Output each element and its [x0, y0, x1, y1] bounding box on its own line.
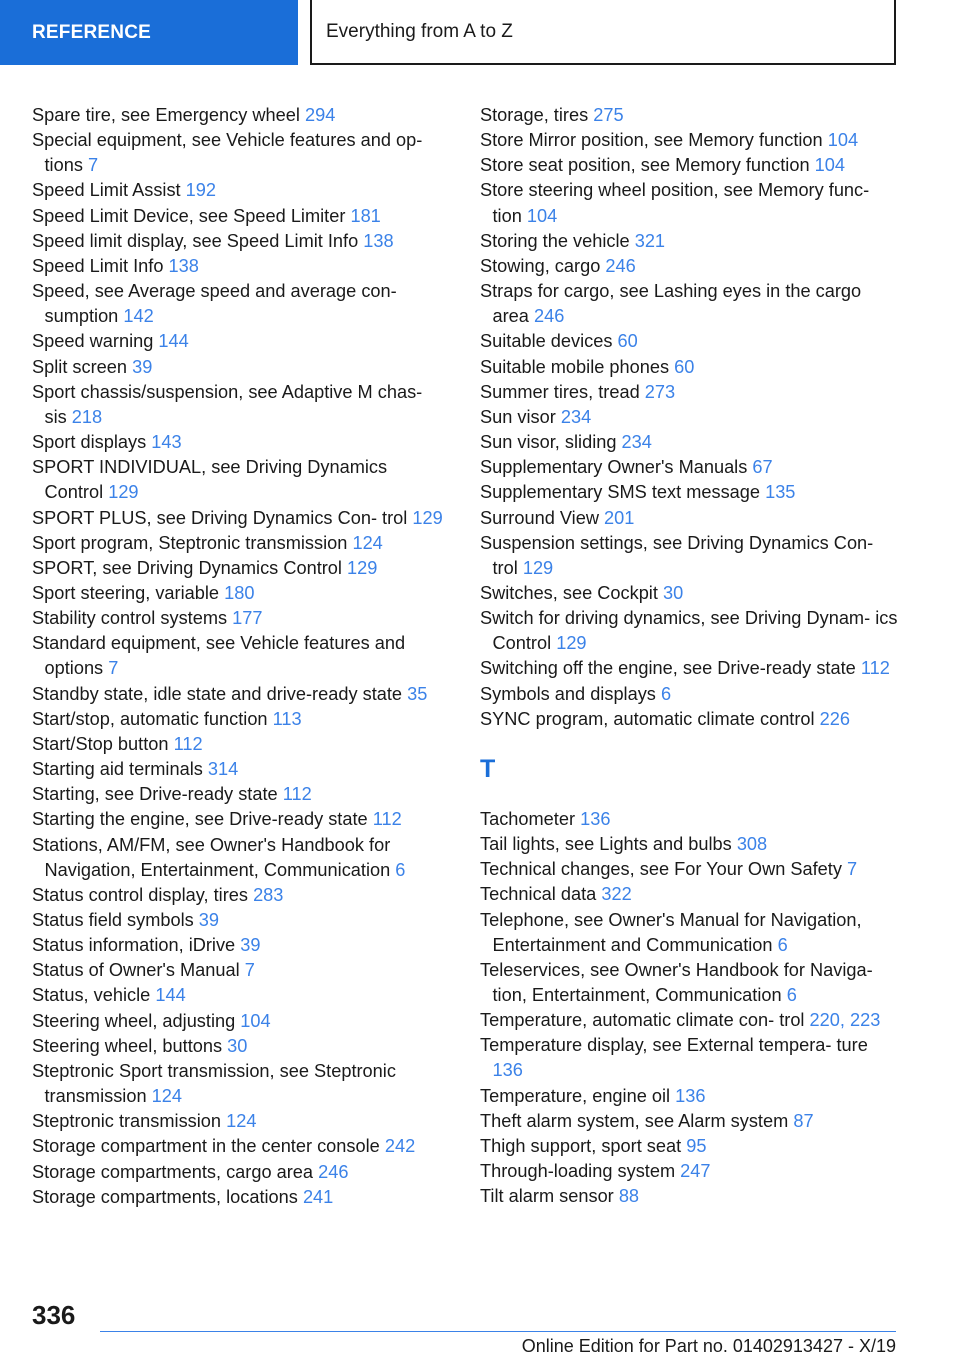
chapter-header [310, 0, 896, 65]
index-term: Sport displays [32, 432, 147, 453]
index-entry [32, 707, 444, 732]
page-reference-link[interactable]: 138 [168, 255, 199, 276]
index-term: SYNC program, automatic climate control [480, 708, 815, 729]
index-term: Steering wheel, adjusting [32, 1010, 236, 1031]
index-list-left [32, 103, 444, 1210]
page-reference-link[interactable]: 246 [318, 1161, 349, 1182]
page-reference-link[interactable]: 138 [363, 230, 394, 251]
page-reference-link[interactable]: 104 [526, 205, 558, 226]
index-entry [32, 682, 444, 707]
page-reference-link[interactable]: 142 [123, 306, 154, 327]
page-reference-link[interactable]: 112 [372, 809, 402, 830]
index-entry [32, 455, 444, 505]
index-term: Teleservices, see Owner's Handbook for Naviga- tion, Entertainment, Communication [480, 959, 873, 1005]
index-entry [32, 279, 444, 329]
page-reference-link[interactable]: 177 [232, 608, 263, 629]
index-term: Switch for driving dynamics, see Driving Dynam- ics Control [480, 608, 898, 654]
page-reference-link[interactable]: 322 [601, 884, 632, 905]
index-term: Storage, tires [480, 105, 589, 125]
page-reference-link[interactable]: 234 [560, 406, 592, 427]
index-term: Storage compartments, cargo area [32, 1161, 314, 1182]
index-entry [32, 1009, 444, 1034]
page-reference-link[interactable]: 95 [686, 1135, 707, 1156]
page-reference-link[interactable]: 6 [660, 683, 672, 704]
page-reference-link[interactable]: 6 [786, 985, 797, 1005]
page-reference-link[interactable]: 129 [347, 557, 378, 578]
index-entry [480, 506, 900, 531]
page-reference-link[interactable]: 60 [674, 356, 695, 377]
index-term: Speed warning [32, 331, 154, 352]
index-term: Speed Limit Info [32, 255, 164, 276]
page-reference-link[interactable]: 7 [244, 960, 255, 981]
page-reference-link[interactable]: 218 [71, 406, 103, 427]
page-reference-link[interactable]: 275 [593, 105, 624, 125]
index-entry [480, 480, 900, 505]
page-reference-link[interactable]: 129 [412, 507, 443, 528]
index-term: Temperature, engine oil [480, 1085, 671, 1106]
index-entry [480, 958, 900, 1008]
section-tab [0, 0, 298, 65]
index-entry [32, 983, 444, 1008]
page-reference-link[interactable]: 129 [522, 557, 554, 578]
index-term: Special equipment, see Vehicle features and op- tions [32, 130, 423, 176]
index-entry [480, 279, 900, 329]
page-reference-link[interactable]: 112 [860, 658, 890, 679]
index-term: Stations, AM/FM, see Owner's Handbook for Navigation, Entertainment, Communication [32, 834, 391, 880]
page-reference-link[interactable]: 201 [604, 507, 635, 528]
index-entry [32, 506, 444, 531]
index-term: Technical data [480, 884, 597, 905]
index-term: Tilt alarm sensor [480, 1186, 614, 1207]
page-separator: , [839, 1010, 851, 1031]
index-entry [480, 882, 900, 907]
index-term: Temperature display, see External tempera- ture [480, 1035, 868, 1056]
index-entry [480, 380, 900, 405]
page-number: 336 [32, 1300, 76, 1330]
index-entry [480, 405, 900, 430]
index-term: SPORT INDIVIDUAL, see Driving Dynamics Control [32, 457, 388, 503]
index-entry [480, 1184, 900, 1209]
page-reference-link[interactable]: 321 [634, 230, 666, 251]
page-reference-link[interactable]: 283 [253, 884, 284, 905]
footer-divider [100, 1331, 896, 1332]
index-term: Surround View [480, 507, 599, 528]
page-reference-link[interactable]: 6 [777, 934, 788, 955]
index-term: Temperature, automatic climate con- trol [480, 1010, 805, 1031]
index-entry [32, 178, 444, 203]
index-list-s-continued [480, 103, 900, 732]
index-entry [32, 229, 444, 254]
index-term: Storage compartment in the center console [32, 1136, 380, 1157]
index-term: Starting the engine, see Drive-ready state [32, 809, 368, 830]
page-reference-link[interactable]: 143 [151, 432, 182, 453]
page-reference-link[interactable]: 104 [240, 1010, 271, 1031]
page-reference-link[interactable]: 35 [407, 683, 428, 704]
index-term: Suitable mobile phones [480, 356, 670, 377]
index-term: Store seat position, see Memory function [480, 155, 810, 176]
index-term: Starting aid terminals [32, 759, 203, 780]
index-term: Switches, see Cockpit [480, 582, 658, 603]
page-reference-link[interactable]: 39 [240, 935, 261, 956]
page-reference-link[interactable]: 226 [819, 708, 850, 729]
index-entry [480, 656, 900, 681]
index-term: Sport steering, variable [32, 582, 220, 603]
index-entry [32, 254, 444, 279]
page-reference-link[interactable]: 113 [272, 708, 302, 729]
index-entry [32, 556, 444, 581]
index-term: Start/stop, automatic function [32, 708, 268, 729]
index-term: Symbols and displays [480, 683, 656, 704]
index-entry [32, 128, 444, 178]
page-reference-link[interactable]: 124 [226, 1111, 257, 1132]
index-entry [480, 229, 900, 254]
index-term: Telephone, see Owner's Manual for Navigation, Entertainment and Communication [480, 909, 862, 955]
index-entry [32, 782, 444, 807]
index-term: Store steering wheel position, see Memory func- tion [480, 180, 870, 226]
page-reference-link[interactable]: 144 [155, 985, 186, 1006]
index-entry [32, 807, 444, 832]
page-reference-link[interactable]: 246 [605, 255, 636, 276]
index-entry [32, 606, 444, 631]
page-reference-link[interactable]: 181 [350, 205, 381, 226]
index-term: Tachometer [480, 808, 576, 829]
index-term: Start/Stop button [32, 733, 169, 754]
index-entry [32, 933, 444, 958]
page-reference-link[interactable]: 129 [556, 633, 587, 654]
index-entry [480, 178, 900, 228]
index-term: Suitable devices [480, 331, 613, 352]
page-reference-link[interactable]: 67 [752, 457, 773, 478]
index-entry [480, 857, 900, 882]
page-reference-link[interactable]: 241 [302, 1186, 334, 1207]
page-reference-link[interactable]: 7 [847, 859, 858, 880]
index-term: Status, vehicle [32, 985, 151, 1006]
page-reference-link[interactable]: 39 [198, 910, 220, 930]
chapter-title: Everything from A to Z [326, 20, 513, 42]
page-reference-link[interactable]: 144 [158, 331, 189, 352]
index-column-left [32, 103, 444, 1210]
index-entry [32, 833, 444, 883]
index-entry [32, 958, 444, 983]
index-term: Supplementary Owner's Manuals [480, 457, 748, 478]
page-reference-link[interactable]: 88 [618, 1186, 640, 1207]
index-entry [480, 1033, 900, 1083]
index-term: Stowing, cargo [480, 255, 601, 276]
index-entry [32, 1185, 444, 1210]
index-entry [32, 430, 444, 455]
index-entry [32, 883, 444, 908]
page-reference-link[interactable]: 7 [108, 658, 119, 679]
index-term: Through-loading system [480, 1161, 676, 1182]
index-term: Standby state, idle state and drive-ready state [32, 683, 403, 704]
page-reference-link[interactable]: 136 [492, 1060, 523, 1081]
page-reference-link[interactable]: 273 [644, 381, 676, 402]
index-term: SPORT PLUS, see Driving Dynamics Con- trol [32, 507, 408, 528]
index-entry [32, 329, 444, 354]
index-entry [32, 1134, 444, 1159]
index-entry [480, 606, 900, 656]
page-reference-link[interactable]: 30 [227, 1035, 248, 1056]
index-entry [480, 1084, 900, 1109]
index-term: Theft alarm system, see Alarm system [480, 1110, 789, 1131]
index-list-t [480, 807, 900, 1210]
index-entry [480, 832, 900, 857]
page-reference-link[interactable]: 223 [850, 1010, 881, 1031]
index-entry [480, 455, 900, 480]
index-term: Stability control systems [32, 608, 228, 629]
index-term: Supplementary SMS text message [480, 482, 761, 503]
index-entry [480, 128, 900, 153]
index-entry [32, 1160, 444, 1185]
index-term: Split screen [32, 356, 128, 377]
index-entry [32, 204, 444, 229]
page-reference-link[interactable]: 112 [173, 733, 203, 754]
index-term: Thigh support, sport seat [480, 1135, 682, 1156]
index-entry [480, 153, 900, 178]
index-entry [480, 254, 900, 279]
index-term: Sport chassis/suspension, see Adaptive M chas- sis [32, 381, 423, 427]
index-entry [480, 581, 900, 606]
index-term: Sun visor, sliding [480, 432, 617, 453]
page-reference-link[interactable]: 39 [132, 356, 153, 377]
page-reference-link[interactable]: 104 [814, 155, 845, 176]
index-entry [480, 430, 900, 455]
index-entry [480, 1159, 900, 1184]
page-reference-link[interactable]: 30 [662, 582, 684, 603]
page-reference-link[interactable]: 180 [224, 582, 255, 603]
page-reference-link[interactable]: 247 [680, 1161, 711, 1182]
index-entry [480, 355, 900, 380]
index-term: Spare tire, see Emergency wheel [32, 105, 300, 125]
index-term: Status control display, tires [32, 884, 248, 905]
page-reference-link[interactable]: 129 [108, 482, 139, 503]
index-term: Status field symbols [32, 910, 194, 930]
index-entry [32, 732, 444, 757]
index-entry [480, 329, 900, 354]
index-term: Steptronic Sport transmission, see Steptronic transmission [32, 1060, 396, 1107]
index-entry [32, 757, 444, 782]
page-reference-link[interactable]: 60 [617, 331, 638, 352]
index-term: Suspension settings, see Driving Dynamics Con- trol [480, 532, 874, 578]
index-entry [32, 355, 444, 380]
page-reference-link[interactable]: 104 [827, 130, 859, 151]
index-term: Sun visor [480, 406, 556, 427]
index-entry [32, 1059, 444, 1109]
index-term: Steptronic transmission [32, 1111, 222, 1132]
index-term: Switching off the engine, see Drive-ready state [480, 658, 856, 679]
page-reference-link[interactable]: 136 [675, 1085, 706, 1106]
index-entry [32, 581, 444, 606]
page-reference-link[interactable]: 6 [395, 859, 406, 880]
index-term: Speed limit display, see Speed Limit Info [32, 230, 359, 251]
page-reference-link[interactable]: 246 [533, 306, 565, 327]
index-entry [32, 908, 444, 933]
index-term: Store Mirror position, see Memory function [480, 130, 823, 151]
edition-note: Online Edition for Part no. 01402913427 - X/19 [521, 1336, 896, 1356]
section-letter-t: T [480, 755, 496, 784]
index-entry [480, 682, 900, 707]
index-entry [480, 103, 900, 128]
index-entry [480, 707, 900, 732]
index-term: Status information, iDrive [32, 935, 236, 956]
page-reference-link[interactable]: 220 [809, 1010, 840, 1031]
index-entry [32, 380, 444, 430]
index-term: Speed, see Average speed and average con- sumption [32, 281, 397, 327]
page-reference-link[interactable]: 7 [87, 155, 99, 176]
index-entry [480, 531, 900, 581]
section-label: REFERENCE [32, 21, 151, 43]
index-entry [480, 908, 900, 958]
index-entry [32, 103, 444, 128]
index-entry [32, 1034, 444, 1059]
index-term: Standard equipment, see Vehicle features and options [32, 633, 406, 679]
page-reference-link[interactable]: 124 [151, 1086, 183, 1107]
index-term: SPORT, see Driving Dynamics Control [32, 557, 342, 578]
page-reference-link[interactable]: 192 [185, 180, 217, 201]
page-reference-link[interactable]: 308 [736, 834, 768, 855]
page-reference-link[interactable]: 87 [793, 1110, 814, 1131]
index-entry [480, 1109, 900, 1134]
index-term: Speed Limit Device, see Speed Limiter [32, 205, 346, 226]
index-term: Starting, see Drive-ready state [32, 784, 278, 805]
index-term: Steering wheel, buttons [32, 1035, 223, 1056]
index-entry [480, 1134, 900, 1159]
page-reference-link[interactable]: 135 [765, 482, 796, 503]
index-term: Storing the vehicle [480, 230, 630, 251]
page-reference-link[interactable]: 314 [207, 759, 239, 780]
index-term: Technical changes, see For Your Own Safety [480, 859, 842, 880]
page-reference-link[interactable]: 234 [621, 432, 652, 453]
index-term: Status of Owner's Manual [32, 960, 240, 981]
index-term: Tail lights, see Lights and bulbs [480, 834, 732, 855]
index-entry [32, 531, 444, 556]
index-term: Summer tires, tread [480, 381, 640, 402]
index-column-right [480, 103, 900, 1209]
page-reference-link[interactable]: 112 [282, 784, 312, 805]
index-entry [32, 631, 444, 681]
page-reference-link[interactable]: 136 [580, 808, 611, 829]
page-reference-link[interactable]: 124 [352, 532, 383, 553]
index-term: Straps for cargo, see Lashing eyes in the cargo area [480, 281, 862, 327]
page-reference-link[interactable]: 294 [304, 105, 336, 125]
index-entry [480, 1008, 900, 1033]
index-term: Speed Limit Assist [32, 180, 181, 201]
page-reference-link[interactable]: 242 [384, 1136, 416, 1157]
index-term: Storage compartments, locations [32, 1186, 298, 1207]
index-term: Sport program, Steptronic transmission [32, 532, 348, 553]
index-entry [32, 1109, 444, 1134]
index-entry [480, 807, 900, 832]
